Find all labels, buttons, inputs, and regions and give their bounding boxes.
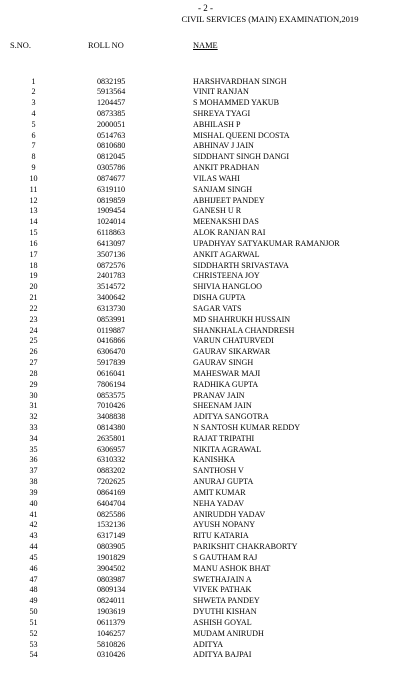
column-header-name: NAME	[193, 41, 218, 50]
roll-number-cell: 5917839	[97, 358, 126, 368]
serial-number-cell: 53	[29, 639, 38, 649]
table-row	[0, 618, 411, 629]
table-row	[0, 271, 411, 282]
candidate-name-cell: ANIRUDDH YADAV	[193, 509, 266, 519]
roll-number-cell: 0416866	[97, 336, 126, 346]
serial-number-cell: 29	[29, 379, 38, 389]
roll-number-cell: 0853991	[97, 314, 126, 324]
candidate-name-cell: N SANTOSH KUMAR REDDY	[193, 423, 301, 432]
serial-number-cell: 18	[29, 260, 38, 270]
serial-number-cell: 45	[29, 552, 38, 562]
table-row	[0, 141, 411, 152]
table-row	[0, 596, 411, 607]
serial-number-cell: 14	[29, 217, 38, 227]
candidate-name-cell: GAURAV SIKARWAR	[193, 347, 271, 357]
candidate-name-cell: NIKITA AGRAWAL	[193, 444, 262, 454]
table-row	[0, 380, 411, 391]
serial-number-cell: 22	[29, 303, 38, 313]
serial-number-cell: 44	[29, 542, 38, 552]
serial-number-cell: 30	[29, 390, 38, 400]
candidate-name-cell: VARUN CHATURVEDI	[193, 336, 274, 346]
roll-number-cell: 5810826	[97, 639, 126, 649]
roll-number-cell: 3507136	[97, 249, 126, 259]
table-row	[0, 326, 411, 337]
roll-number-cell: 6404704	[97, 498, 126, 508]
roll-number-cell: 0310426	[97, 650, 126, 660]
roll-number-cell: 2635801	[97, 433, 126, 443]
roll-number-cell: 3904502	[97, 563, 126, 573]
serial-number-cell: 52	[29, 628, 38, 638]
candidate-name-cell: ASHISH GOYAL	[193, 617, 252, 627]
table-row	[0, 163, 411, 174]
candidate-name-cell: S MOHAMMED YAKUB	[193, 98, 280, 108]
serial-number-cell: 35	[29, 444, 38, 454]
candidate-name-cell: NEHA YADAV	[193, 498, 245, 508]
table-row	[0, 336, 411, 347]
candidate-name-cell: DYUTHI KISHAN	[193, 607, 257, 617]
table-row	[0, 347, 411, 358]
roll-number-cell: 6319110	[97, 184, 126, 194]
table-row	[0, 206, 411, 217]
roll-number-cell: 6306957	[97, 444, 126, 454]
table-row	[0, 87, 411, 98]
roll-number-cell: 2401783	[97, 271, 126, 281]
serial-number-cell: 5	[31, 119, 36, 129]
page-number: - 2 -	[198, 3, 213, 13]
table-row	[0, 98, 411, 109]
table-row	[0, 575, 411, 586]
candidate-name-cell: ADITYA BAJPAI	[193, 650, 252, 660]
serial-number-cell: 3	[31, 98, 36, 108]
serial-number-cell: 40	[29, 498, 38, 508]
table-row	[0, 553, 411, 564]
table-row	[0, 455, 411, 466]
candidate-name-cell: SAGAR VATS	[193, 303, 242, 313]
candidate-name-cell: ABHINAV J JAIN	[193, 141, 254, 151]
candidate-name-cell: MD SHAHRUKH HUSSAIN	[193, 314, 291, 324]
serial-number-cell: 12	[29, 195, 38, 205]
roll-number-cell: 0853575	[97, 390, 126, 400]
serial-number-cell: 48	[29, 585, 38, 595]
roll-number-cell: 1046257	[97, 628, 126, 638]
candidate-name-cell: SANJAM SINGH	[193, 184, 253, 194]
serial-number-cell: 46	[29, 563, 38, 573]
candidate-name-cell: RAJAT TRIPATHI	[193, 433, 255, 443]
table-row	[0, 109, 411, 120]
table-row	[0, 650, 411, 661]
serial-number-cell: 51	[29, 617, 38, 627]
roll-number-cell: 0803987	[97, 574, 126, 584]
candidate-name-cell: ANKIT AGARWAL	[193, 249, 260, 259]
column-header-roll-no: ROLL NO	[88, 41, 124, 50]
table-row	[0, 477, 411, 488]
candidate-name-cell: ANKIT PRADHAN	[193, 163, 260, 173]
candidate-name-cell: ADITYA SANGOTRA	[193, 412, 269, 422]
serial-number-cell: 42	[29, 520, 38, 530]
serial-number-cell: 37	[29, 466, 38, 476]
candidate-name-cell: SANTHOSH V	[193, 466, 244, 476]
table-row	[0, 239, 411, 250]
candidate-name-cell: VIVEK PATHAK	[193, 585, 252, 595]
serial-number-cell: 8	[31, 152, 36, 162]
roll-number-cell: 6413097	[97, 238, 126, 248]
roll-number-cell: 0825586	[97, 509, 126, 519]
roll-number-cell: 7010426	[97, 401, 126, 411]
serial-number-cell: 49	[29, 596, 38, 606]
table-row	[0, 531, 411, 542]
candidate-name-cell: HARSHVARDHAN SINGH	[193, 76, 287, 86]
candidate-name-cell: SIDDHARTH SRIVASTAVA	[193, 260, 289, 270]
roll-number-cell: 1909454	[97, 206, 126, 216]
serial-number-cell: 41	[29, 509, 38, 519]
roll-number-cell: 0873385	[97, 108, 126, 118]
roll-number-cell: 0812045	[97, 152, 126, 162]
candidate-name-cell: GANESH U R	[193, 206, 242, 216]
candidate-name-cell: VINIT RANJAN	[193, 87, 249, 97]
candidate-name-cell: KANISHKA	[193, 455, 236, 465]
serial-number-cell: 13	[29, 206, 38, 216]
table-row	[0, 585, 411, 596]
roll-number-cell: 1024014	[97, 217, 126, 227]
table-row	[0, 131, 411, 142]
roll-number-cell: 6317149	[97, 531, 126, 541]
table-row	[0, 261, 411, 272]
serial-number-cell: 4	[31, 108, 36, 118]
roll-number-cell: 0819859	[97, 195, 126, 205]
roll-number-cell: 0872576	[97, 260, 126, 270]
candidate-name-cell: SHREYA TYAGI	[193, 108, 251, 118]
roll-number-cell: 0810680	[97, 141, 126, 151]
roll-number-cell: 5913564	[97, 87, 126, 97]
serial-number-cell: 26	[29, 347, 38, 357]
serial-number-cell: 36	[29, 455, 38, 465]
candidate-name-cell: MEENAKSHI DAS	[193, 217, 259, 227]
roll-number-cell: 0874677	[97, 173, 126, 183]
serial-number-cell: 43	[29, 531, 38, 541]
roll-number-cell: 3400642	[97, 293, 126, 303]
candidate-name-cell: SWETHAJAIN A	[193, 574, 252, 584]
column-header-sno: S.NO.	[10, 41, 31, 50]
serial-number-cell: 31	[29, 401, 38, 411]
table-row	[0, 315, 411, 326]
roll-number-cell: 6313730	[97, 303, 126, 313]
results-table	[0, 77, 411, 662]
candidate-name-cell: ALOK RANJAN RAI	[193, 228, 266, 238]
serial-number-cell: 24	[29, 325, 38, 335]
table-row	[0, 120, 411, 131]
roll-number-cell: 0611379	[97, 617, 126, 627]
roll-number-cell: 7202625	[97, 477, 126, 487]
serial-number-cell: 38	[29, 477, 38, 487]
table-row	[0, 445, 411, 456]
serial-number-cell: 34	[29, 433, 38, 443]
serial-number-cell: 33	[29, 423, 38, 432]
candidate-name-cell: SHANKHALA CHANDRESH	[193, 325, 295, 335]
candidate-name-cell: UPADHYAY SATYAKUMAR RAMANJOR	[193, 238, 340, 248]
serial-number-cell: 32	[29, 412, 38, 422]
candidate-name-cell: RADHIKA GUPTA	[193, 379, 259, 389]
candidate-name-cell: VILAS WAHI	[193, 173, 240, 183]
roll-number-cell: 0832195	[97, 76, 126, 86]
roll-number-cell: 0803905	[97, 542, 126, 552]
roll-number-cell: 6118863	[97, 228, 126, 238]
serial-number-cell: 19	[29, 271, 38, 281]
table-row	[0, 564, 411, 575]
table-row	[0, 152, 411, 163]
candidate-name-cell: RITU KATARIA	[193, 531, 249, 541]
serial-number-cell: 11	[29, 184, 38, 194]
serial-number-cell: 1	[31, 76, 36, 86]
candidate-name-cell: MUDAM ANIRUDH	[193, 628, 264, 638]
roll-number-cell: 0883202	[97, 466, 126, 476]
candidate-name-cell: ADITYA	[193, 639, 224, 649]
table-row	[0, 434, 411, 445]
table-row	[0, 369, 411, 380]
roll-number-cell: 1532136	[97, 520, 126, 530]
table-row	[0, 282, 411, 293]
roll-number-cell: 1903619	[97, 607, 126, 617]
candidate-name-cell: AYUSH NOPANY	[193, 520, 256, 530]
serial-number-cell: 21	[29, 293, 38, 303]
candidate-name-cell: SHWETA PANDEY	[193, 596, 260, 606]
serial-number-cell: 6	[31, 130, 36, 140]
serial-number-cell: 27	[29, 358, 38, 368]
table-row	[0, 228, 411, 239]
candidate-name-cell: PRANAV JAIN	[193, 390, 245, 400]
table-row	[0, 466, 411, 477]
table-row	[0, 510, 411, 521]
table-row	[0, 185, 411, 196]
table-row	[0, 217, 411, 228]
table-row	[0, 542, 411, 553]
roll-number-cell: 0514763	[97, 130, 126, 140]
serial-number-cell: 15	[29, 228, 38, 238]
roll-number-cell: 0119887	[97, 325, 126, 335]
table-row	[0, 77, 411, 88]
candidate-name-cell: MAHESWAR MAJI	[193, 368, 261, 378]
serial-number-cell: 39	[29, 487, 38, 497]
serial-number-cell: 17	[29, 249, 38, 259]
table-row	[0, 174, 411, 185]
candidate-name-cell: MANU ASHOK BHAT	[193, 563, 271, 573]
serial-number-cell: 16	[29, 238, 38, 248]
serial-number-cell: 20	[29, 282, 38, 292]
table-row	[0, 391, 411, 402]
table-row	[0, 358, 411, 369]
table-row	[0, 423, 411, 434]
serial-number-cell: 28	[29, 368, 38, 378]
table-row	[0, 488, 411, 499]
serial-number-cell: 2	[31, 87, 36, 97]
table-row	[0, 196, 411, 207]
roll-number-cell: 6310332	[97, 455, 126, 465]
candidate-name-cell: AMIT KUMAR	[193, 487, 246, 497]
candidate-name-cell: S GAUTHAM RAJ	[193, 552, 258, 562]
candidate-name-cell: CHRISTEENA JOY	[193, 271, 260, 281]
serial-number-cell: 54	[29, 650, 38, 660]
roll-number-cell: 0305786	[97, 163, 126, 173]
candidate-name-cell: GAURAV SINGH	[193, 358, 254, 368]
roll-number-cell: 6306470	[97, 347, 126, 357]
candidate-name-cell: MISHAL QUEENI DCOSTA	[193, 130, 290, 140]
roll-number-cell: 2000051	[97, 119, 126, 129]
candidate-name-cell: ABHILASH P	[193, 119, 241, 129]
serial-number-cell: 9	[31, 163, 36, 173]
table-row	[0, 607, 411, 618]
candidate-name-cell: ABHIJEET PANDEY	[193, 195, 265, 205]
candidate-name-cell: SIDDHANT SINGH DANGI	[193, 152, 290, 162]
table-row	[0, 401, 411, 412]
serial-number-cell: 50	[29, 607, 38, 617]
roll-number-cell: 0864169	[97, 487, 126, 497]
roll-number-cell: 7806194	[97, 379, 126, 389]
table-row	[0, 520, 411, 531]
candidate-name-cell: SHEENAM JAIN	[193, 401, 252, 411]
table-row	[0, 304, 411, 315]
candidate-name-cell: PARIKSHIT CHAKRABORTY	[193, 542, 298, 552]
table-row	[0, 412, 411, 423]
candidate-name-cell: ANURAJ GUPTA	[193, 477, 254, 487]
table-row	[0, 640, 411, 651]
serial-number-cell: 23	[29, 314, 38, 324]
table-row	[0, 250, 411, 261]
exam-title: CIVIL SERVICES (MAIN) EXAMINATION,2019	[181, 14, 359, 24]
roll-number-cell: 0814380	[97, 423, 126, 432]
table-row	[0, 629, 411, 640]
roll-number-cell: 1901829	[97, 552, 126, 562]
candidate-name-cell: SHIVIA HANGLOO	[193, 282, 263, 292]
roll-number-cell: 3408838	[97, 412, 126, 422]
roll-number-cell: 0824011	[97, 596, 126, 606]
roll-number-cell: 0809134	[97, 585, 126, 595]
serial-number-cell: 7	[31, 141, 36, 151]
serial-number-cell: 10	[29, 173, 38, 183]
roll-number-cell: 3514572	[97, 282, 126, 292]
roll-number-cell: 0616041	[97, 368, 126, 378]
roll-number-cell: 1204457	[97, 98, 126, 108]
serial-number-cell: 47	[29, 574, 38, 584]
table-row	[0, 293, 411, 304]
candidate-name-cell: DISHA GUPTA	[193, 293, 246, 303]
serial-number-cell: 25	[29, 336, 38, 346]
table-row	[0, 499, 411, 510]
